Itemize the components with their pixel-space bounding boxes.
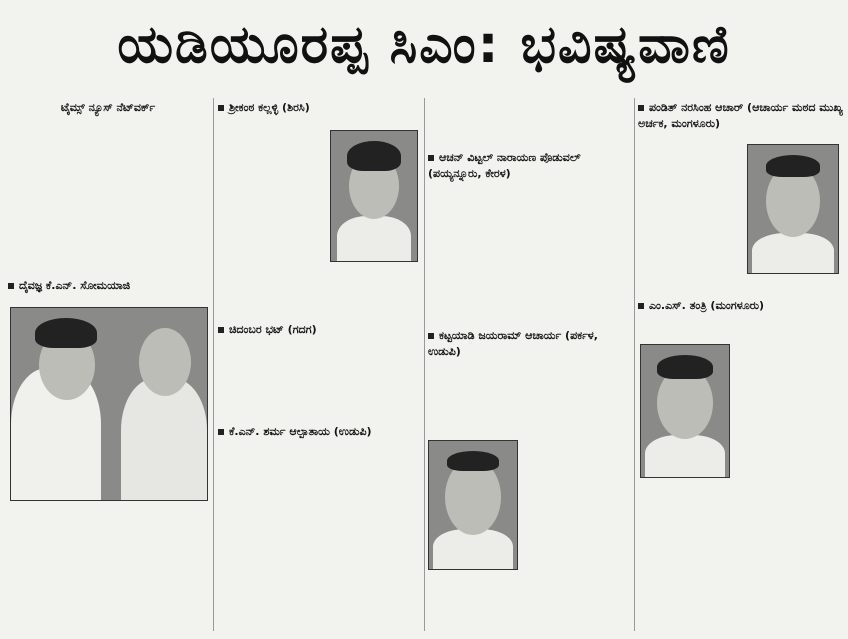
column-divider: [213, 98, 214, 631]
column-divider: [634, 98, 635, 631]
portrait-photo-srikanth: [330, 130, 418, 262]
bullet-icon: [428, 155, 434, 161]
column-divider: [424, 98, 425, 631]
bullet-icon: [218, 327, 224, 333]
section-heading: ಪಂಡಿತ್ ನರಸಿಂಹ ಆಚಾರ್ (ಆಚಾರ್ಯ ಮಠದ ಮುಖ್ಯ ಅರ್ಚಕ, ಮಂಗಳೂರು): [638, 101, 843, 130]
portrait-photo-tantri: [640, 344, 730, 478]
section-heading: ಶ್ರೀಕಂಠ ಕಲ್ಲಳ್ಳಿ (ಶಿರಸಿ): [218, 100, 423, 116]
section-heading: ಎಂ.ಎಸ್. ತಂತ್ರಿ (ಮಂಗಳೂರು): [638, 298, 843, 314]
section-heading: ಕೆ.ಎನ್. ಶರ್ಮ ಆಲ್ಪಾತಾಯ (ಉಡುಪಿ): [218, 424, 423, 440]
bullet-icon: [638, 303, 644, 309]
byline: ಟೈಮ್ಸ್ ನ್ಯೂಸ್ ನೆಟ್‌ವರ್ಕ್: [60, 101, 156, 114]
bullet-icon: [8, 283, 14, 289]
section-heading: ಆಚನ್ ವಿಟ್ಟಲ್ ನಾರಾಯಣ ಪೊಡುವಲ್ (ಪಯ್ಯನ್ನೂರು, ಕೇರಳ): [428, 151, 581, 180]
bullet-icon: [218, 429, 224, 435]
photo-somayaji: [10, 307, 208, 501]
bullet-icon: [638, 105, 644, 111]
section-heading: ಕಟ್ಟಯಾಡಿ ಜಯರಾಮ್ ಆಚಾರ್ಯ (ಪರ್ಕಳ, ಉಡುಪಿ): [428, 329, 598, 358]
headline: ಯಡಿಯೂರಪ್ಪ ಸಿಎಂ: ಭವಿಷ್ಯವಾಣಿ: [117, 14, 731, 75]
section-heading: ದೈವಜ್ಞ ಕೆ.ಎನ್. ಸೋಮಯಾಜಿ: [8, 278, 208, 294]
section-heading: ಚಿದಂಬರ ಭಟ್ (ಗದಗ): [218, 322, 423, 338]
portrait-photo-narasimha: [747, 144, 839, 274]
portrait-photo-yeddyurappa: [428, 440, 518, 570]
bullet-icon: [428, 333, 434, 339]
bullet-icon: [218, 105, 224, 111]
